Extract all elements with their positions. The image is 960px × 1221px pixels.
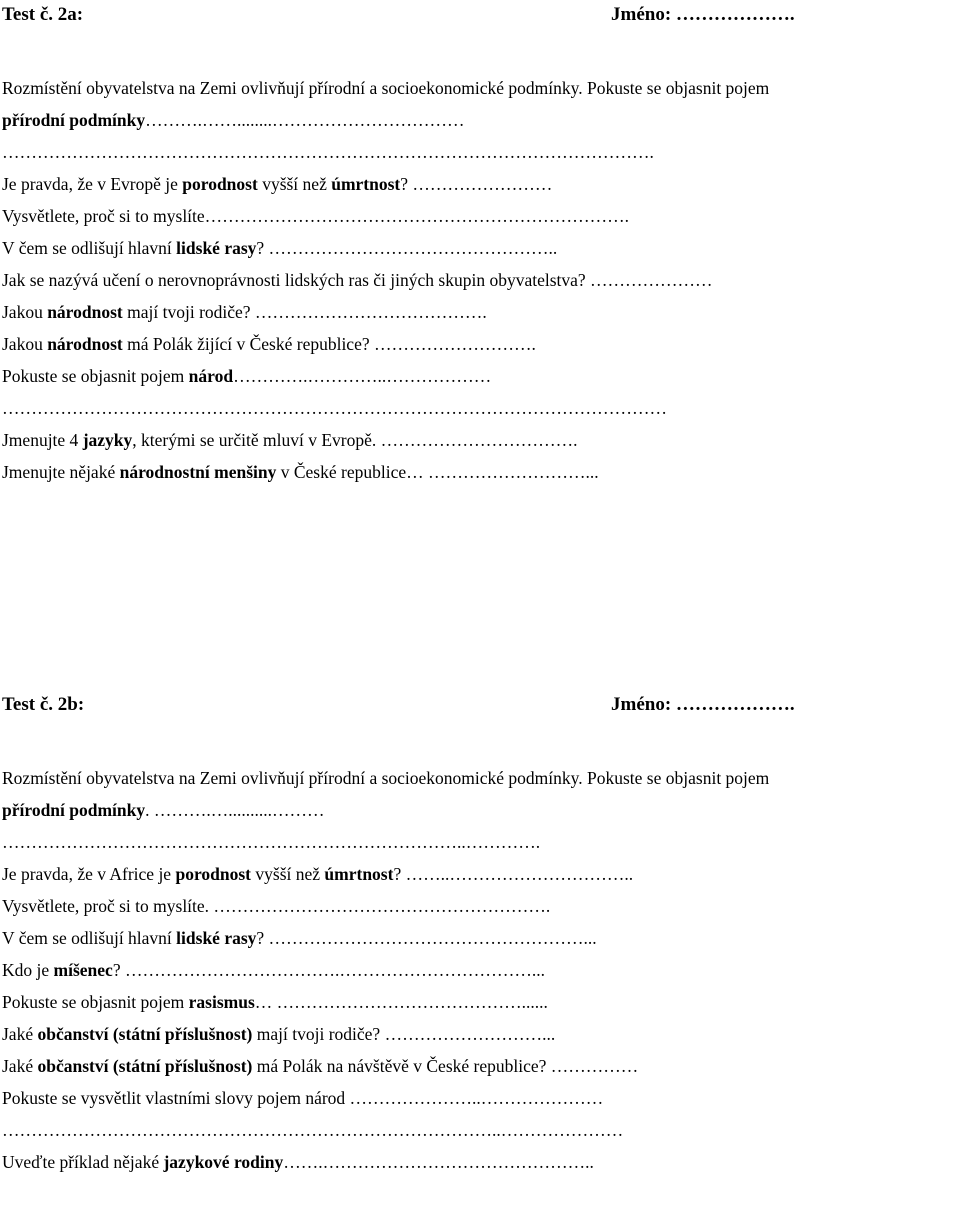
bold-term: národnostní menšiny [119, 462, 277, 482]
test-2a-question-line[interactable] [2, 72, 958, 104]
line-text: V čem se odlišují hlavní [2, 238, 177, 258]
bold-term: národnost [47, 302, 123, 322]
test-2a-questions [2, 72, 958, 488]
line-text: …….……………………………………….. [283, 1152, 594, 1172]
test-2a-question-line[interactable] [2, 456, 958, 488]
bold-term: národnost [47, 334, 123, 354]
line-text: Vysvětlete, proč si to myslíte………………………………………………………………. [2, 206, 630, 226]
bold-term: lidské rasy [176, 928, 257, 948]
test-2a-question-line[interactable] [2, 360, 958, 392]
test-2b-question-line[interactable] [2, 794, 958, 826]
line-text: vyšší než [251, 864, 325, 884]
test-2b-question-line[interactable] [2, 1082, 958, 1114]
line-text: ……………………………………………………………………..…………. [2, 832, 541, 852]
test-2a-question-line[interactable] [2, 232, 958, 264]
bold-term: přírodní podmínky [2, 110, 146, 130]
line-text: Je pravda, že v Evropě je [2, 174, 183, 194]
line-text: Jakou [2, 302, 48, 322]
line-text: Pokuste se vysvětlit vlastními slovy pojem národ …………………..………………… [2, 1088, 604, 1108]
test-2a-question-line[interactable] [2, 296, 958, 328]
line-text: …………………………………………………………………………………………………… [2, 398, 667, 418]
line-text: Uveďte příklad nějaké [2, 1152, 164, 1172]
line-text: má Polák na návštěvě v České republice? …………… [252, 1056, 639, 1076]
line-text: , kterými se určitě mluví v Evropě. ……………………………. [132, 430, 578, 450]
line-text: Rozmístění obyvatelstva na Zemi ovlivňují přírodní a socioekonomické podmínky. Pokuste se objasnit pojem [2, 78, 770, 98]
test-2a-question-line[interactable] [2, 136, 958, 168]
test-2a-name-field[interactable]: Jméno: ………………. [611, 4, 795, 25]
bold-term: porodnost [175, 864, 252, 884]
test-2a-question-line[interactable] [2, 104, 958, 136]
test-2b-question-line[interactable] [2, 1050, 958, 1082]
line-text: …………………………………………………………………………………………………. [2, 142, 654, 162]
line-text: Jak se nazývá učení o nerovnoprávnosti lidských ras či jiných skupin obyvatelstva? ………………… [2, 270, 713, 290]
line-text: ? ………………………………………………... [256, 928, 597, 948]
line-text: …………………………………………………………………………..………………… [2, 1120, 624, 1140]
line-text: má Polák žijící v České republice? ………………………. [122, 334, 536, 354]
bold-term: rasismus [188, 992, 255, 1012]
test-2b-question-line[interactable] [2, 922, 958, 954]
line-text: Jaké [2, 1024, 38, 1044]
bold-term: přírodní podmínky [2, 800, 146, 820]
test-2b-question-line[interactable] [2, 986, 958, 1018]
test-2a-question-line[interactable] [2, 264, 958, 296]
test-2b-question-line[interactable] [2, 1018, 958, 1050]
test-2b-question-line[interactable] [2, 890, 958, 922]
line-text: Jaké [2, 1056, 38, 1076]
bold-term: jazyky [82, 430, 133, 450]
test-2b-question-line[interactable] [2, 762, 958, 794]
line-text: Pokuste se objasnit pojem [2, 992, 189, 1012]
test-2a-question-line[interactable] [2, 168, 958, 200]
test-2b-name-field[interactable]: Jméno: ………………. [611, 694, 795, 715]
bold-term: míšenec [53, 960, 113, 980]
line-text: Pokuste se objasnit pojem [2, 366, 189, 386]
line-text: Jakou [2, 334, 48, 354]
test-2a-title: Test č. 2a: [2, 4, 84, 25]
line-text: Jmenujte 4 [2, 430, 83, 450]
bold-term: porodnost [182, 174, 258, 194]
line-text: ? ……..………………………….. [393, 864, 634, 884]
test-2b-question-line[interactable] [2, 1114, 958, 1146]
line-text: … ……………………………………...... [254, 992, 548, 1012]
bold-term: občanství (státní příslušnost) [37, 1024, 253, 1044]
line-text: v České republice… ………………………... [276, 462, 599, 482]
line-text: ? ……………………………….……………………………... [112, 960, 545, 980]
test-2b-title: Test č. 2b: [2, 694, 85, 715]
line-text: Rozmístění obyvatelstva na Zemi ovlivňují přírodní a socioekonomické podmínky. Pokuste se objasnit pojem [2, 768, 770, 788]
test-2a-question-line[interactable] [2, 424, 958, 456]
line-text: V čem se odlišují hlavní [2, 928, 177, 948]
test-2a-section [0, 0, 960, 482]
bold-term: úmrtnost [324, 864, 394, 884]
test-2b-header [0, 690, 960, 722]
bold-term: lidské rasy [176, 238, 257, 258]
line-text: . ……….…..........……… [145, 800, 325, 820]
line-text: ……….……........…………………………… [145, 110, 465, 130]
test-2b-question-line[interactable] [2, 826, 958, 858]
line-text: mají tvoji rodiče? ………………………... [252, 1024, 556, 1044]
line-text: ? …………………… [400, 174, 553, 194]
line-text: mají tvoji rodiče? …………………………………. [122, 302, 487, 322]
test-2a-question-line[interactable] [2, 200, 958, 232]
line-text: vyšší než [257, 174, 332, 194]
bold-term: jazykové rodiny [163, 1152, 284, 1172]
line-text: Jmenujte nějaké [2, 462, 120, 482]
bold-term: občanství (státní příslušnost) [37, 1056, 253, 1076]
test-2a-question-line[interactable] [2, 328, 958, 360]
test-2b-question-line[interactable] [2, 1146, 958, 1178]
test-2a-question-line[interactable] [2, 392, 958, 424]
line-text: ? ………………………………………….. [256, 238, 558, 258]
test-2b-question-line[interactable] [2, 858, 958, 890]
line-text: Je pravda, že v Africe je [2, 864, 176, 884]
test-2b-questions [2, 762, 958, 1178]
line-text: Kdo je [2, 960, 54, 980]
bold-term: národ [188, 366, 234, 386]
bold-term: úmrtnost [331, 174, 401, 194]
line-text: Vysvětlete, proč si to myslíte. …………………………………………………. [2, 896, 551, 916]
test-2a-header [0, 0, 960, 32]
line-text: ………….…………..……………… [233, 366, 492, 386]
test-2b-question-line[interactable] [2, 954, 958, 986]
test-2b-section [0, 690, 960, 1172]
